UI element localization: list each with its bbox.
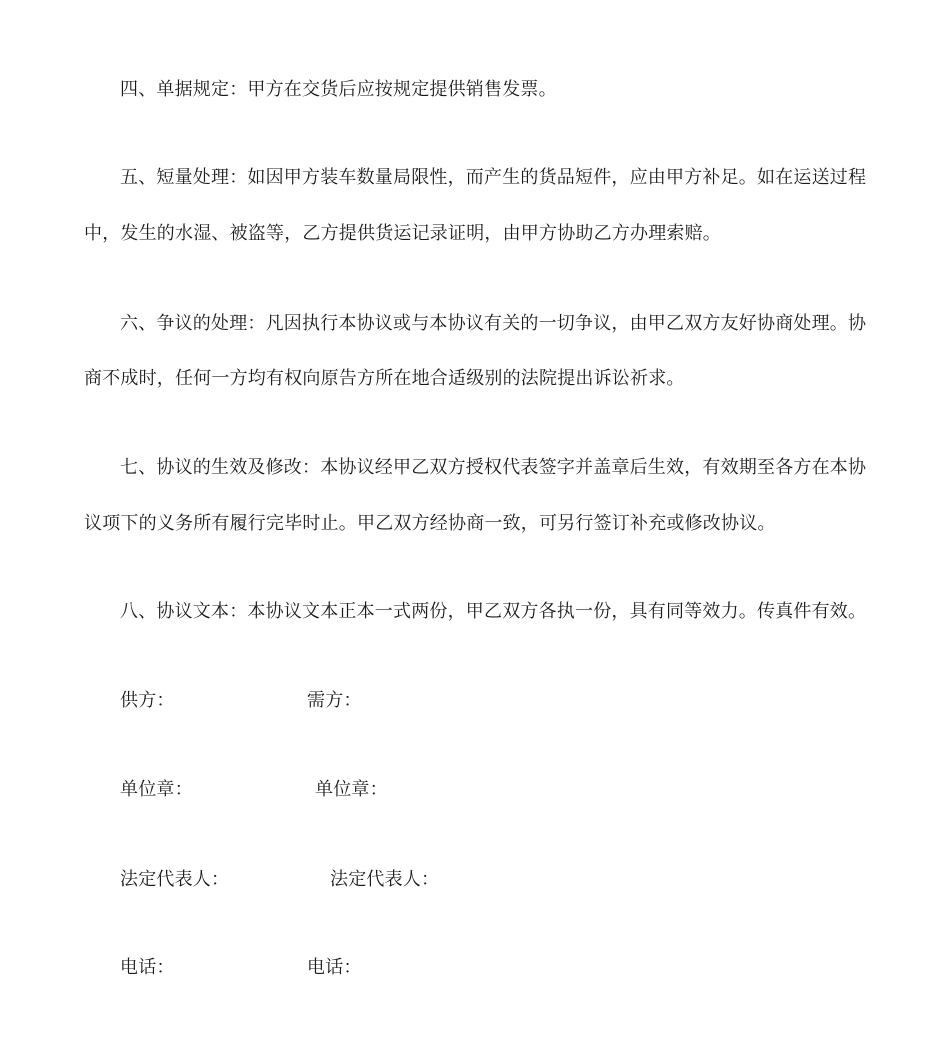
buyer-seal-label: 单位章： — [315, 779, 388, 800]
clause-6-line-2: 商不成时，任何一方均有权向原告方所在地合适级别的法院提出诉讼祈求。 — [84, 368, 685, 389]
clause-4: 四、单据规定：甲方在交货后应按规定提供销售发票。 — [120, 79, 557, 100]
clause-6-line-1: 六、争议的处理：凡因执行本协议或与本协议有关的一切争议，由甲乙双方友好协商处理。协 — [120, 313, 867, 334]
buyer-phone-label: 电话： — [307, 957, 362, 978]
supplier-phone-label: 电话： — [120, 957, 175, 978]
clause-8: 八、协议文本：本协议文本正本一式两份，甲乙双方各执一份，具有同等效力。传真件有效。 — [120, 601, 867, 622]
supplier-representative-label: 法定代表人： — [120, 869, 230, 890]
clause-5-line-2: 中，发生的水湿、被盗等，乙方提供货运记录证明，由甲方协助乙方办理索赔。 — [84, 223, 721, 244]
buyer-label: 需方： — [307, 690, 362, 711]
clause-7-line-1: 七、协议的生效及修改：本协议经甲乙双方授权代表签字并盖章后生效，有效期至各方在本协 — [120, 457, 867, 478]
clause-7-line-2: 议项下的义务所有履行完毕时止。甲乙双方经协商一致，可另行签订补充或修改协议。 — [84, 513, 776, 534]
supplier-label: 供方： — [120, 690, 175, 711]
buyer-representative-label: 法定代表人： — [330, 869, 440, 890]
supplier-seal-label: 单位章： — [120, 779, 193, 800]
clause-5-line-1: 五、短量处理：如因甲方装车数量局限性，而产生的货品短件，应由甲方补足。如在运送过程 — [120, 167, 867, 188]
